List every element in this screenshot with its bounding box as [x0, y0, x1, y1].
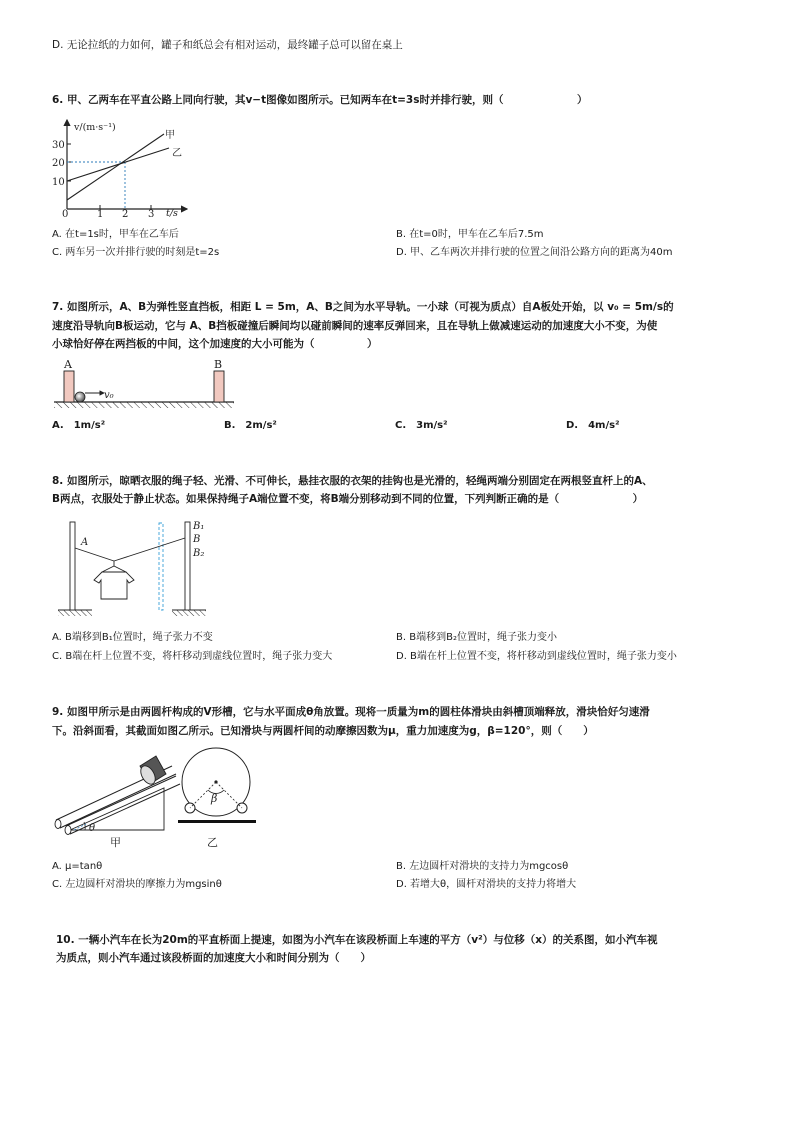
q6-origin: 0 [62, 209, 69, 218]
q6-y-label: v/(m·s⁻¹) [74, 122, 116, 133]
q7-label-b: B [214, 358, 223, 371]
q6-line-jia [67, 134, 164, 200]
q8-pole-right [185, 522, 190, 610]
q8-clothes [94, 572, 134, 599]
q8-label-b2: B₂ [193, 548, 205, 559]
q9-incline [70, 788, 164, 830]
q8-hanger [102, 561, 126, 572]
q8-rope-left [75, 548, 114, 561]
q7-option-c[interactable]: C. 3m/s² [395, 420, 448, 431]
q6-ytick-30: 30 [52, 140, 65, 151]
q8-pole-left [70, 522, 75, 610]
q7-figure [52, 356, 242, 408]
q9-option-a[interactable]: A. μ=tanθ [52, 861, 103, 872]
q5-option-d: D. 无论拉纸的力如何，罐子和纸总会有相对运动，最终罐子总可以留在桌上 [52, 39, 403, 51]
q6-stem: 6. 甲、乙两车在平直公路上同向行驶，其v−t图像如图所示。已知两车在t=3s时并排行驶，则（ ） [52, 94, 588, 106]
q7-stem-line2: 速度沿导轨向B板运动，它与 A、B挡板碰撞后瞬间均以碰前瞬间的速率反弹回来，且在导轨上做减速运动的加速度大小不变，为使 [52, 320, 658, 332]
q8-rope-right [114, 538, 185, 561]
q8-option-d[interactable]: D. B端在杆上位置不变，将杆移动到虚线位置时，绳子张力变小 [396, 651, 677, 662]
q8-dashed-pole [159, 523, 163, 610]
q9-option-b[interactable]: B. 左边圆杆对滑块的支持力为mgcosθ [396, 861, 569, 872]
q9-option-c[interactable]: C. 左边圆杆对滑块的摩擦力为mgsinθ [52, 879, 222, 890]
q9-label-jia: 甲 [110, 836, 121, 849]
q8-option-c[interactable]: C. B端在杆上位置不变，将杆移动到虚线位置时，绳子张力变大 [52, 651, 333, 662]
q7-option-a[interactable]: A. 1m/s² [52, 420, 106, 431]
q6-vt-graph [52, 114, 212, 218]
q8-label-b: B [193, 534, 201, 545]
q7-plate-a [64, 371, 74, 402]
q7-label-a: A [64, 358, 72, 371]
q7-stem-line1: 7. 如图所示，A、B为弹性竖直挡板，相距 L = 5m，A、B之间为水平导轨。一小球（可视为质点）自A板处开始，以 v₀ = 5m/s的 [52, 301, 674, 313]
q7-option-b[interactable]: B. 2m/s² [224, 420, 277, 431]
q9-label-yi: 乙 [207, 836, 218, 849]
q9-stem-line2: 下。沿斜面看，其截面如图乙所示。已知滑块与两圆杆间的动摩擦因数为μ，重力加速度为g，β=120°，则（ ） [52, 725, 594, 737]
q10-stem-line1: 10. 一辆小汽车在长为20m的平直桥面上提速，如图为小汽车在该段桥面上车速的平方（v²）与位移（x）的关系图，如小汽车视 [56, 934, 658, 946]
q6-option-d[interactable]: D. 甲、乙车两次并排行驶的位置之间沿公路方向的距离为40m [396, 247, 673, 258]
q9-ground-bar [178, 820, 256, 823]
q8-figure [52, 514, 227, 618]
q7-plate-b [214, 371, 224, 402]
q9-option-d[interactable]: D. 若增大θ，圆杆对滑块的支持力将增大 [396, 879, 577, 890]
q9-label-theta: θ [89, 823, 96, 834]
q9-label-beta: β [211, 792, 218, 805]
q9-stem-line1: 9. 如图甲所示是由两圆杆构成的V形槽，它与水平面成θ角放置。现将一质量为m的圆柱体滑块由斜槽顶端释放，滑块恰好匀速滑 [52, 706, 650, 718]
q7-label-v0: v₀ [104, 390, 114, 401]
q7-stem-line3: 小球恰好停在两挡板的中间，这个加速度的大小可能为（ ） [52, 338, 378, 350]
q6-x-label: t/s [166, 208, 178, 218]
q6-ytick-20: 20 [52, 158, 65, 169]
q8-option-b[interactable]: B. B端移到B₂位置时，绳子张力变小 [396, 632, 557, 643]
q6-option-b[interactable]: B. 在t=0时，甲车在乙车后7.5m [396, 229, 544, 240]
q10-stem-line2: 为质点，则小汽车通过该段桥面的加速度大小和时间分别为（ ） [56, 952, 371, 964]
q6-xtick-3: 3 [148, 209, 155, 218]
q8-stem-line1: 8. 如图所示，晾晒衣服的绳子轻、光滑、不可伸长，悬挂衣服的衣架的挂钩也是光滑的，轻绳两端分别固定在两根竖直杆上的A、 [52, 475, 653, 487]
q6-xtick-2: 2 [122, 209, 129, 218]
q7-ball [75, 392, 85, 402]
q6-xtick-1: 1 [97, 209, 104, 218]
q8-label-a: A [81, 537, 89, 548]
q6-option-c[interactable]: C. 两车另一次并排行驶的时刻是t=2s [52, 247, 220, 258]
q9-figure [52, 744, 262, 852]
q8-option-a[interactable]: A. B端移到B₁位置时，绳子张力不变 [52, 632, 213, 643]
q6-label-jia: 甲 [165, 130, 175, 141]
q6-ytick-10: 10 [52, 177, 65, 188]
q6-option-a[interactable]: A. 在t=1s时，甲车在乙车后 [52, 229, 179, 240]
q7-option-d[interactable]: D. 4m/s² [566, 420, 620, 431]
q8-stem-line2: B两点，衣服处于静止状态。如果保持绳子A端位置不变，将B端分别移动到不同的位置，下列判断正确的是（ ） [52, 493, 644, 505]
q6-label-yi: 乙 [172, 148, 182, 159]
q6-line-yi [67, 148, 169, 181]
q8-label-b1: B₁ [193, 521, 205, 532]
